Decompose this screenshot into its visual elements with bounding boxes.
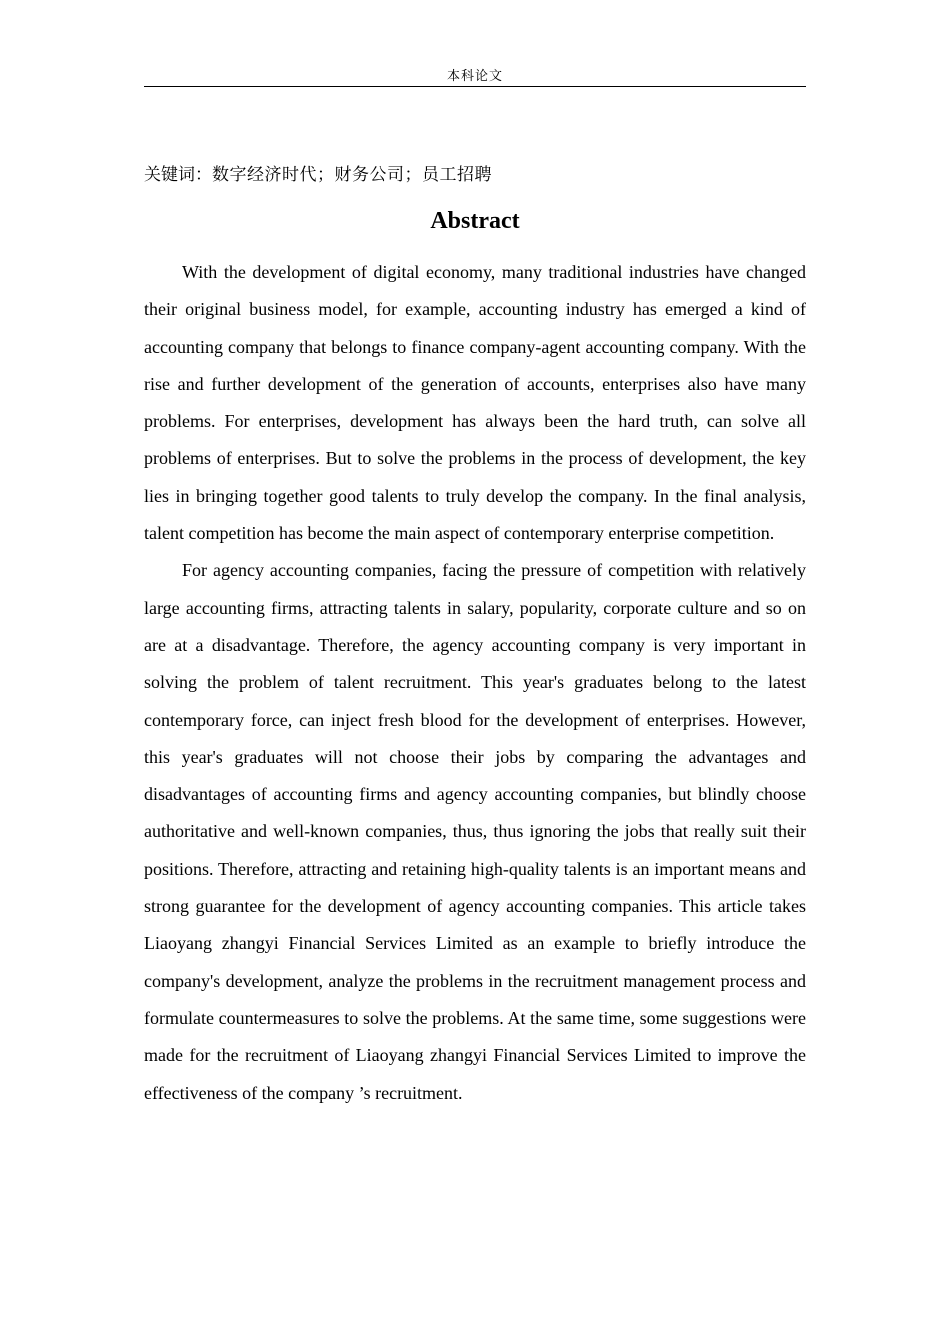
keywords-line xyxy=(144,160,806,189)
abstract-paragraph-1: With the development of digital economy, many traditional industries have changed their original business model, for example, accounting industry has emerged a kind of accounting company that belongs to finance company-agent accounting company. With the rise and further development of the generation of accounts, enterprises also have many problems. For enterprises, development has always been the hard truth, can solve all problems of enterprises. But to solve the problems in the process of development, the key lies in bringing together good talents to truly develop the company. In the final analysis, talent competition has become the main aspect of contemporary enterprise competition. xyxy=(144,262,806,544)
abstract-body xyxy=(144,254,806,1112)
abstract-paragraph-2: For agency accounting companies, facing the pressure of competition with relatively large accounting firms, attracting talents in salary, popularity, corporate culture and so on are at a disadvantage. Therefore, the agency accounting company is very important in solving the problem of talent recruitment. This year's graduates belong to the latest contemporary force, can inject fresh blood for the development of enterprises. However, this year's graduates will not choose their jobs by comparing the advantages and disadvantages of accounting firms and agency accounting companies, but blindly choose authoritative and well-known companies, thus, thus ignoring the jobs that really suit their positions. Therefore, attracting and retaining high-quality talents is an important means and strong guarantee for the development of agency accounting companies. This article takes Liaoyang zhangyi Financial Services Limited as an example to briefly introduce the company's development, analyze the problems in the recruitment management process and formulate countermeasures to solve the problems. At the same time, some suggestions were made for the recruitment of Liaoyang zhangyi Financial Services Limited to improve the effectiveness of the company ’s recruitment. xyxy=(144,560,806,1103)
running-header: 本科论文 xyxy=(446,68,503,83)
keywords-label: 关键词： xyxy=(144,165,212,185)
header-divider xyxy=(144,86,806,87)
abstract-title: Abstract xyxy=(430,208,520,234)
keywords-value: 数字经济时代；财务公司；员工招聘 xyxy=(212,165,492,185)
